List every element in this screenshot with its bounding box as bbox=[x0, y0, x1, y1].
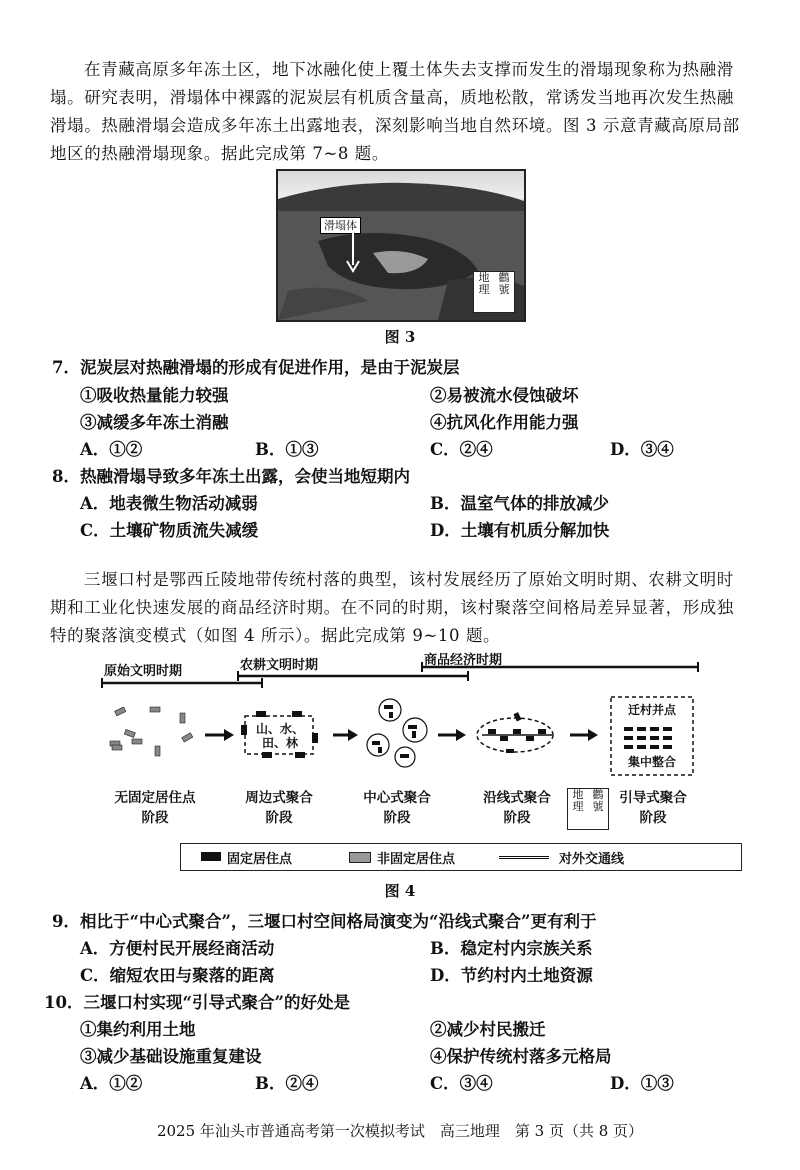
q9-choice-b: B．稳定村内宗族关系 bbox=[430, 939, 593, 958]
q8-choice-b: B．温室气体的排放减少 bbox=[430, 494, 609, 513]
figure-3-photo bbox=[276, 169, 526, 322]
q7-choice-a: A．①② bbox=[80, 440, 143, 459]
q7-option-3: ③减缓多年冻土消融 bbox=[80, 413, 229, 432]
q7-option-1: ①吸收热量能力较强 bbox=[80, 386, 229, 405]
figure-3-caption: 图 3 bbox=[384, 328, 416, 346]
q10-choice-d: D．①③ bbox=[610, 1074, 674, 1093]
landscape-label: 山、水、 田、林 bbox=[255, 722, 304, 750]
guide-bottom-label: 集中整合 bbox=[627, 755, 676, 769]
q10-choice-b: B．②④ bbox=[255, 1074, 319, 1093]
q8-choice-d: D．土壤有机质分解加快 bbox=[430, 521, 610, 540]
slide-body-label: 滑塌体 bbox=[320, 217, 361, 234]
period-primitive: 原始文明时期 bbox=[104, 664, 183, 679]
q7-choice-c: C．②④ bbox=[430, 440, 493, 459]
q10-choice-c: C．③④ bbox=[430, 1074, 493, 1093]
period-commodity: 商品经济时期 bbox=[424, 653, 503, 668]
figure-4-caption: 图 4 bbox=[384, 882, 416, 900]
legend-unfixed: 非固定居住点 bbox=[377, 852, 456, 867]
figure-4-diagram bbox=[0, 645, 800, 845]
passage-1-cont bbox=[50, 84, 750, 168]
q9-choice-a: A．方便村民开展经商活动 bbox=[80, 939, 275, 958]
q8-choice-a: A．地表微生物活动减弱 bbox=[80, 494, 258, 513]
q10-option-1: ①集约利用土地 bbox=[80, 1020, 196, 1039]
fixed-point-swatch bbox=[201, 852, 221, 861]
passage-2-line: 特的聚落演变模式（如图 4 所示）。据此完成第 9~10 题。 bbox=[50, 626, 501, 645]
q10-option-2: ②减少村民搬迁 bbox=[430, 1020, 546, 1039]
stage-label-1: 无固定居住点 阶段 bbox=[114, 790, 196, 826]
guide-top-label: 迁村并点 bbox=[627, 703, 676, 717]
passage-2 bbox=[50, 566, 750, 594]
passage-2-line: 期和工业化快速发展的商品经济时期。在不同的时期，该村聚落空间格局差异显著，形成独 bbox=[50, 598, 734, 617]
page-footer: 2025 年汕头市普通高考第一次模拟考试 高三地理 第 3 页（共 8 页） bbox=[156, 1122, 644, 1140]
q7-stem: 7．泥炭层对热融滑塌的形成有促进作用，是由于泥炭层 bbox=[52, 358, 460, 377]
q7-choice-b: B．①③ bbox=[255, 440, 319, 459]
q9-choice-d: D．节约村内土地资源 bbox=[430, 966, 593, 985]
watermark-stamp: 地 鸛 理 號 bbox=[567, 788, 609, 830]
q10-option-3: ③减少基础设施重复建设 bbox=[80, 1047, 262, 1066]
q10-stem: 10．三堰口村实现“引导式聚合”的好处是 bbox=[44, 993, 350, 1012]
passage-1 bbox=[50, 56, 750, 84]
unfixed-point-swatch bbox=[349, 852, 371, 863]
passage-1-line: 地区的热融滑塌现象。据此完成第 7~8 题。 bbox=[50, 144, 390, 163]
passage-1-line: 在青藏高原多年冻土区，地下冰融化使上覆土体失去支撑而发生的滑塌现象称为热融滑 bbox=[84, 60, 734, 79]
q7-option-2: ②易被流水侵蚀破坏 bbox=[430, 386, 579, 405]
q8-choice-c: C．土壤矿物质流失减缓 bbox=[80, 521, 259, 540]
arrow-down-icon bbox=[346, 233, 360, 273]
q9-stem: 9．相比于“中心式聚合”，三堰口村空间格局演变为“沿线式聚合”更有利于 bbox=[52, 912, 597, 931]
period-farming: 农耕文明时期 bbox=[240, 658, 319, 673]
q9-choice-c: C．缩短农田与聚落的距离 bbox=[80, 966, 275, 985]
q10-choice-a: A．①② bbox=[80, 1074, 143, 1093]
passage-1-line: 塌。研究表明，滑塌体中裸露的泥炭层有机质含量高，质地松散，常诱发当地再次发生热融 bbox=[50, 88, 734, 107]
legend-road: 对外交通线 bbox=[559, 852, 625, 867]
watermark-stamp: 地 鸛 理 號 bbox=[473, 271, 515, 313]
q10-option-4: ④保护传统村落多元格局 bbox=[430, 1047, 612, 1066]
q7-option-4: ④抗风化作用能力强 bbox=[430, 413, 579, 432]
stage-label-5: 引导式聚合 阶段 bbox=[619, 790, 687, 826]
stage-label-3: 中心式聚合 阶段 bbox=[363, 790, 431, 826]
legend-fixed: 固定居住点 bbox=[227, 852, 293, 867]
passage-2-cont bbox=[50, 594, 750, 650]
passage-1-line: 滑塌。热融滑塌会造成多年冻土出露地表，深刻影响当地自然环境。图 3 示意青藏高原局部 bbox=[50, 116, 740, 135]
figure-4-legend bbox=[180, 843, 742, 871]
stage-label-2: 周边式聚合 阶段 bbox=[245, 790, 313, 826]
passage-2-line: 三堰口村是鄂西丘陵地带传统村落的典型，该村发展经历了原始文明时期、农耕文明时 bbox=[84, 570, 734, 589]
road-line-swatch bbox=[499, 856, 549, 859]
q7-choice-d: D．③④ bbox=[610, 440, 674, 459]
q8-stem: 8．热融滑塌导致多年冻土出露，会使当地短期内 bbox=[52, 467, 410, 486]
stage-label-4: 沿线式聚合 阶段 bbox=[483, 790, 551, 826]
